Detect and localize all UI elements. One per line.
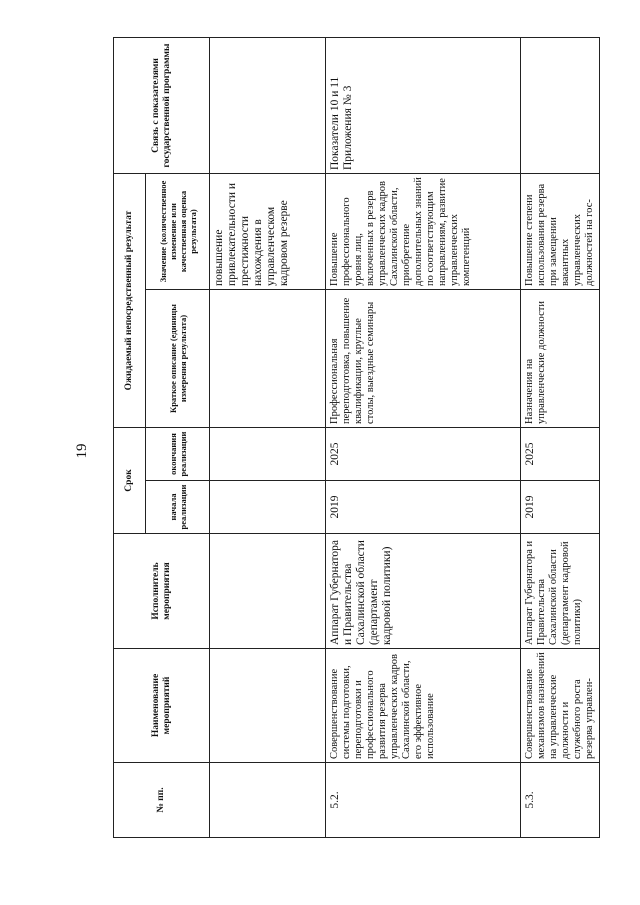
cell-value: Повышение степени использования резерва при замещении вакантных управленческих должностей на гос- bbox=[521, 174, 600, 290]
cell-end: 2025 bbox=[326, 428, 521, 481]
cell-executor bbox=[210, 534, 326, 649]
table-row bbox=[326, 38, 521, 838]
cell-desc bbox=[210, 290, 326, 428]
cell-value: повышение привлекательности и престижности нахождения в управленческом кадровом резерве bbox=[210, 174, 326, 290]
measures-table bbox=[113, 37, 600, 838]
cell-start bbox=[210, 481, 326, 534]
cell-executor: Аппарат Губернатора и Правительства Сахалинской области (департамент кадровой политики) bbox=[326, 534, 521, 649]
header-term: Срок bbox=[114, 428, 146, 534]
page-number: 19 bbox=[74, 443, 90, 459]
cell-value: Повышение профессионального уровня лиц, включенных в резерв управленческих кадров Сахалинской области, приобретение дополнительных знаний по соответствующим направлениям, развитие управленческих компетенций bbox=[326, 174, 521, 290]
header-expected-value: Значение (количественное изменение или качественная оценка результата) bbox=[146, 174, 210, 290]
header-executor: Исполнитель мероприятия bbox=[114, 534, 210, 649]
table-row bbox=[210, 38, 326, 838]
cell-end bbox=[210, 428, 326, 481]
cell-link: Показатели 10 и 11 Приложения № 3 bbox=[326, 38, 521, 174]
rotated-table-container bbox=[113, 38, 595, 838]
header-expected-desc: Краткое описание (единицы измерения результата) bbox=[146, 290, 210, 428]
header-link: Связь с показателями государственной программы bbox=[114, 38, 210, 174]
cell-executor: Аппарат Губернатора и Правительства Сахалинской области (департамент кадровой политики) bbox=[521, 534, 600, 649]
cell-name bbox=[210, 649, 326, 763]
cell-start: 2019 bbox=[521, 481, 600, 534]
header-num: № пп. bbox=[114, 763, 210, 838]
header-name: Наименование мероприятий bbox=[114, 649, 210, 763]
cell-num bbox=[210, 763, 326, 838]
header-term-end: окончания реализации bbox=[146, 428, 210, 481]
cell-num: 5.2. bbox=[326, 763, 521, 838]
cell-link bbox=[210, 38, 326, 174]
header-expected: Ожидаемый непосредственный результат bbox=[114, 174, 146, 428]
cell-link bbox=[521, 38, 600, 174]
cell-start: 2019 bbox=[326, 481, 521, 534]
table-row bbox=[521, 38, 600, 838]
cell-name: Совершенствование механизмов назначений на управленческие должности и служебного роста резерва управлен- bbox=[521, 649, 600, 763]
cell-num: 5.3. bbox=[521, 763, 600, 838]
cell-name: Совершенствование системы подготовки, переподготовки и профессионального развития резерва управленческих кадров Сахалинской области, его эффективное использование bbox=[326, 649, 521, 763]
header-term-start: начала реализации bbox=[146, 481, 210, 534]
cell-end: 2025 bbox=[521, 428, 600, 481]
cell-desc: Профессиональная переподготовка, повышение квалификации, круглые столы, выездные семинары bbox=[326, 290, 521, 428]
cell-desc: Назначения на управленческие должности bbox=[521, 290, 600, 428]
